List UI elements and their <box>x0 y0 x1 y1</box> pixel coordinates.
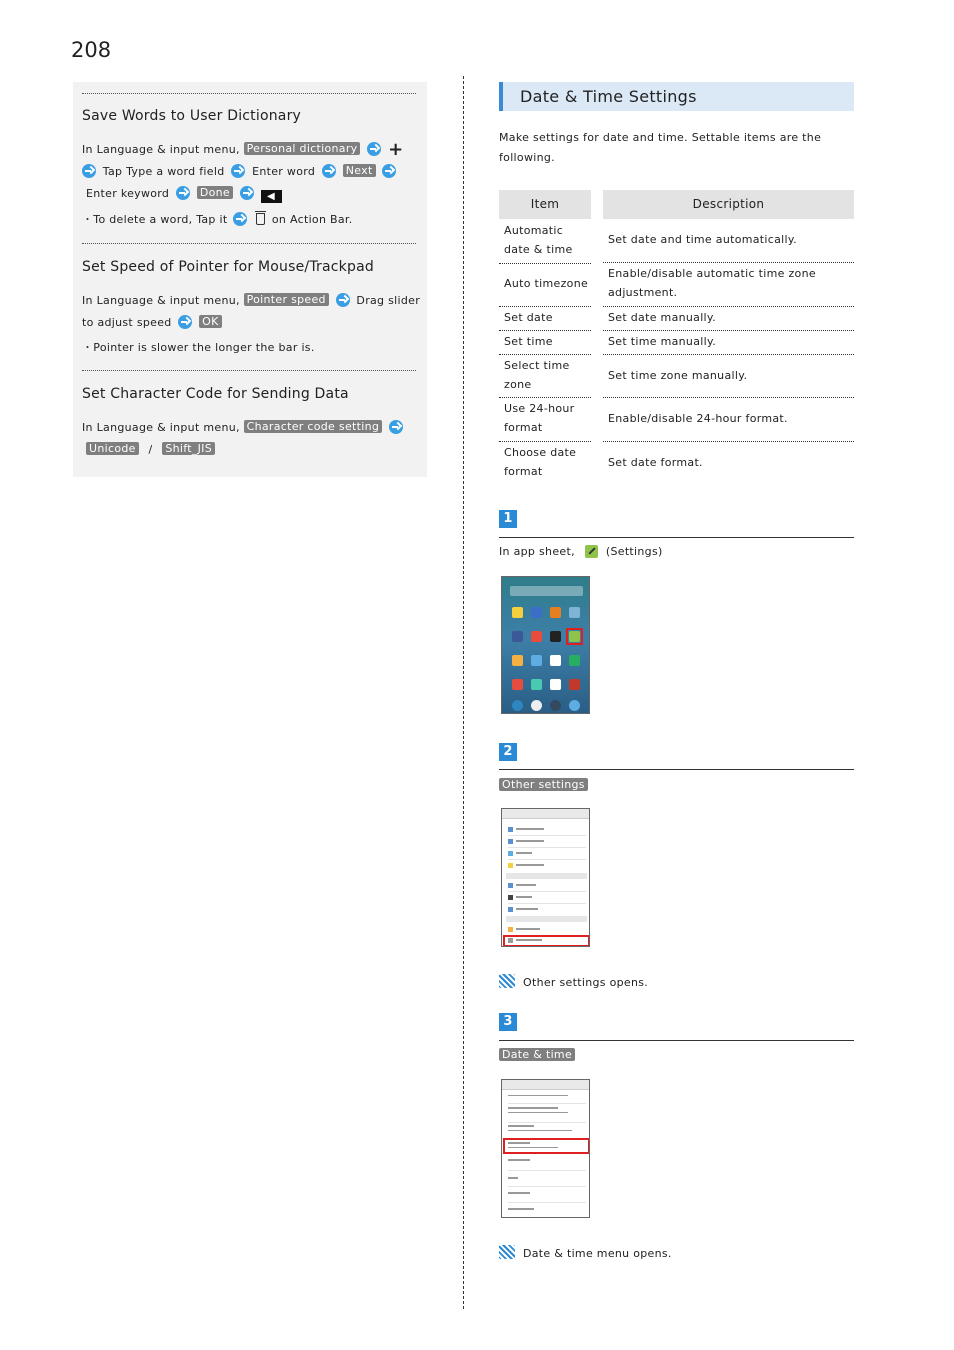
table-cell-desc: Enable/disable 24-hour format. <box>608 412 788 425</box>
arrow-right-icon <box>367 142 381 156</box>
section-title-character-code: Set Character Code for Sending Data <box>82 386 349 402</box>
instruction-line <box>86 186 282 203</box>
section-divider <box>82 243 416 244</box>
step-instruction <box>499 545 663 558</box>
instruction-line <box>82 315 222 331</box>
settings-icon[interactable] <box>585 545 598 558</box>
table-cell-desc: Set date format. <box>608 456 703 469</box>
pointer-speed-button[interactable]: Pointer speed <box>244 293 329 306</box>
table-header-item: Item <box>499 190 591 219</box>
next-button[interactable]: Next <box>343 164 376 177</box>
page-title: Date & Time Settings <box>520 87 697 106</box>
page-number: 208 <box>71 38 112 62</box>
instruction-line <box>82 139 404 160</box>
checkered-flag-icon <box>499 974 515 988</box>
table-cell-desc: Set date and time automatically. <box>608 233 797 246</box>
arrow-right-icon <box>240 186 254 200</box>
instruction-line <box>86 442 215 458</box>
checkered-flag-icon <box>499 1245 515 1259</box>
table-cell-item: Set time <box>504 335 553 348</box>
table-cell-item: Set date <box>504 311 553 324</box>
arrow-right-icon <box>233 212 247 226</box>
table-cell-desc: Enable/disable automatic time zone adjustment. <box>608 267 816 299</box>
step-divider <box>499 769 854 770</box>
step-instruction <box>499 778 588 792</box>
trash-icon[interactable] <box>256 213 265 225</box>
instruction-line <box>82 420 406 436</box>
arrow-right-icon <box>382 164 396 178</box>
table-header-description: Description <box>603 190 854 219</box>
section-title-pointer-speed: Set Speed of Pointer for Mouse/Trackpad <box>82 259 374 275</box>
note-text: on Action Bar. <box>271 213 353 226</box>
step-instruction <box>499 1048 575 1062</box>
table-cell-item: Auto timezone <box>504 277 589 290</box>
intro-text: Make settings for date and time. Settable items are the following. <box>499 131 822 164</box>
instruction-text: In Language & input menu, <box>82 294 244 307</box>
step-number: 2 <box>499 743 517 761</box>
step-result <box>499 974 648 989</box>
personal-dictionary-button[interactable]: Personal dictionary <box>244 142 361 155</box>
step-divider <box>499 537 854 538</box>
arrow-right-icon <box>176 186 190 200</box>
ok-button[interactable]: OK <box>199 315 221 328</box>
table-cell-desc: Set time manually. <box>608 335 716 348</box>
instruction-text: Enter keyword <box>86 187 170 200</box>
note-line <box>82 212 353 228</box>
instruction-text: In Language & input menu, <box>82 421 244 434</box>
shift-jis-button[interactable]: Shift_JIS <box>162 442 215 455</box>
arrow-right-icon <box>231 164 245 178</box>
result-text: Date & time menu opens. <box>523 1247 672 1260</box>
note-text: ・Pointer is slower the longer the bar is. <box>82 341 315 354</box>
arrow-right-icon <box>178 315 192 329</box>
other-settings-screenshot <box>501 1079 590 1218</box>
arrow-right-icon <box>82 164 96 178</box>
other-settings-button[interactable]: Other settings <box>499 778 588 791</box>
instruction-text: Enter word <box>252 165 316 178</box>
table-cell-item: Automatic date & time <box>504 224 573 256</box>
step-number: 1 <box>499 510 517 528</box>
back-icon[interactable]: ◀ <box>261 190 282 203</box>
table-cell-desc: Set date manually. <box>608 311 716 324</box>
instruction-line <box>82 164 399 180</box>
search-bar <box>510 586 583 596</box>
table-cell-desc: Set time zone manually. <box>608 369 748 382</box>
settings-screenshot <box>501 808 590 947</box>
arrow-right-icon <box>389 420 403 434</box>
column-divider <box>463 76 464 1309</box>
section-title-user-dictionary: Save Words to User Dictionary <box>82 108 302 124</box>
unicode-button[interactable]: Unicode <box>86 442 139 455</box>
instruction-text: Drag slider <box>356 294 421 307</box>
instruction-text: Tap Type a word field <box>102 165 225 178</box>
instruction-line <box>82 293 420 309</box>
section-divider <box>82 370 416 371</box>
table-cell-item: Choose date format <box>504 446 577 478</box>
step-number: 3 <box>499 1013 517 1031</box>
table-cell-item: Use 24-hour format <box>504 402 575 434</box>
instruction-text: In Language & input menu, <box>82 143 244 156</box>
step-text: In app sheet, <box>499 545 575 558</box>
note-text: ・To delete a word, Tap it <box>82 213 228 226</box>
step-result <box>499 1245 672 1260</box>
section-header <box>499 82 854 111</box>
arrow-right-icon <box>336 293 350 307</box>
section-divider <box>82 93 416 94</box>
character-code-setting-button[interactable]: Character code setting <box>244 420 383 433</box>
done-button[interactable]: Done <box>197 186 233 199</box>
step-divider <box>499 1040 854 1041</box>
plus-icon[interactable]: + <box>388 139 404 160</box>
arrow-right-icon <box>322 164 336 178</box>
result-text: Other settings opens. <box>523 976 649 989</box>
date-time-button[interactable]: Date & time <box>499 1048 575 1061</box>
table-cell-item: Select time zone <box>504 359 570 391</box>
instruction-text: to adjust speed <box>82 316 172 329</box>
app-sheet-screenshot <box>501 576 590 714</box>
step-text: (Settings) <box>605 545 663 558</box>
separator: / <box>148 443 153 456</box>
